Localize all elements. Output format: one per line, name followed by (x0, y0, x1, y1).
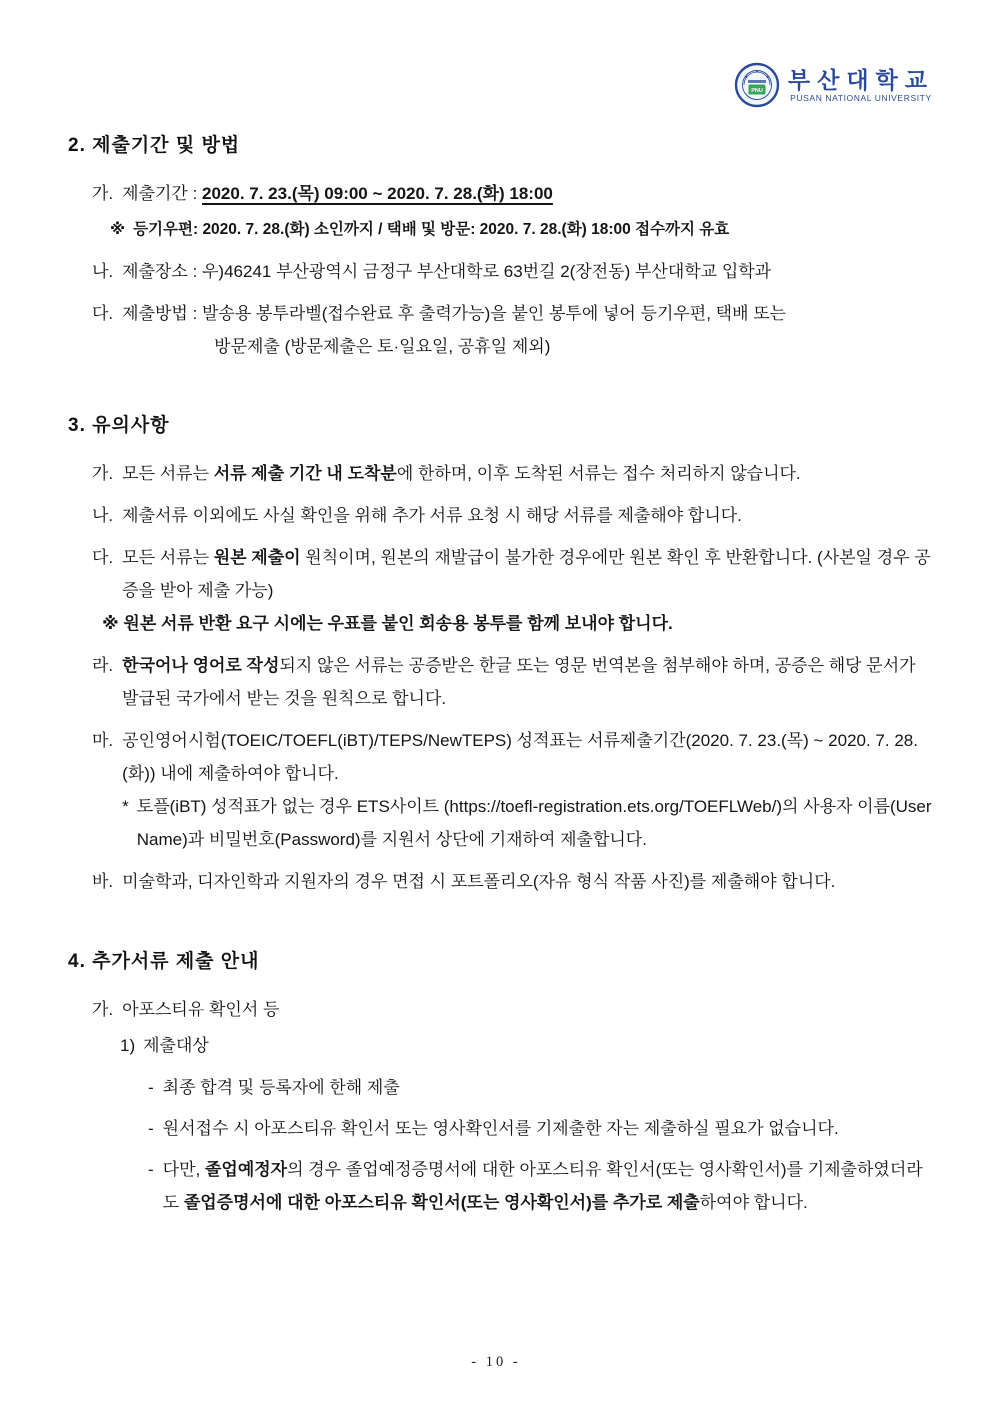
return-envelope-note: ※ 원본 서류 반환 요구 시에는 우표를 붙인 회송용 봉투를 함께 보내야 합니다. (102, 614, 673, 633)
asterisk-mark: * (122, 797, 129, 816)
bullet-expected-graduates (148, 1153, 934, 1219)
dash-mark: - (148, 1160, 154, 1179)
item-text: 미술학과, 디자인학과 지원자의 경우 면접 시 포트폴리오(자유 형식 작품 사진)를 제출해야 합니다. (122, 872, 836, 891)
item-label: 가. (92, 464, 114, 483)
item-text: 제출기간 : 2020. 7. 23.(목) 09:00 ~ 2020. 7. 28.(화) 18:00 (122, 184, 553, 203)
item-label: 라. (92, 656, 114, 675)
subitem-text: 제출대상 (143, 1036, 209, 1055)
page-footer (0, 1354, 992, 1371)
item-text (122, 297, 934, 363)
university-name-korean: 부산대학교 (787, 66, 934, 93)
note-item-english-test (92, 724, 934, 856)
note-item-translation (92, 649, 934, 715)
item-label: 다. (92, 548, 114, 567)
item-label: 바. (92, 872, 114, 891)
toefl-note-text: 토플(iBT) 성적표가 없는 경우 ETS사이트 (https://toefl-registration.ets.org/TOEFLWeb/)의 사용자 이름(User Name)과 비밀번호(Password)를 지원서 상단에 기재하여 제출합니다. (136, 797, 932, 849)
page-number: - 10 - (471, 1354, 521, 1370)
dash-mark: - (148, 1078, 154, 1097)
section2-heading: 2. 제출기간 및 방법 (68, 135, 241, 156)
section-additional-docs (64, 950, 934, 1219)
svg-text:PNU: PNU (751, 88, 763, 94)
item-submission-place (92, 255, 934, 288)
item-label: 가. (92, 184, 114, 203)
section-notes (64, 414, 934, 898)
subitem-label: 1) (120, 1036, 136, 1055)
note-item-additional-docs (92, 499, 934, 532)
bullet-text: 원서접수 시 아포스티유 확인서 또는 영사확인서를 기제출한 자는 제출하실 필요가 없습니다. (162, 1119, 839, 1138)
item-text: 한국어나 영어로 작성되지 않은 서류는 공증받은 한글 또는 영문 번역본을 첨부해야 하며, 공증은 해당 문서가 발급된 국가에서 받는 것을 원칙으로 합니다. (122, 656, 916, 708)
item-label: 나. (92, 262, 114, 281)
item-submission-period (92, 177, 934, 210)
note-text: 등기우편: 2020. 7. 28.(화) 소인까지 / 택배 및 방문: 2020. 7. 28.(화) 18:00 접수까지 유효 (133, 221, 730, 238)
bullet-text: 최종 합격 및 등록자에 한해 제출 (162, 1078, 400, 1097)
section-submission-period (64, 134, 934, 363)
note-registered-mail (110, 213, 934, 246)
university-logo (734, 62, 934, 108)
bullet-text: 다만, 졸업예정자의 경우 졸업예정증명서에 대한 아포스티유 확인서(또는 영사확인서)를 기제출하였더라도 졸업증명서에 대한 아포스티유 확인서(또는 영사확인서)를 추가로 제출하여야 합니다. (162, 1160, 923, 1212)
university-name-english: PUSAN NATIONAL UNIVERSITY (790, 92, 932, 103)
item-text: 아포스티유 확인서 등 (122, 1000, 280, 1019)
item-text (102, 541, 934, 640)
item-label: 다. (92, 304, 114, 323)
item-submission-method (92, 297, 934, 363)
bullet-already-submitted (148, 1112, 934, 1145)
note-item-portfolio (92, 865, 934, 898)
item-text-main: 모든 서류는 원본 제출이 원칙이며, 원본의 재발급이 불가한 경우에만 원본 확인 후 반환합니다. (사본일 경우 공증을 받아 제출 가능) (122, 548, 931, 600)
note-item-originals (92, 541, 934, 640)
item-label: 마. (92, 731, 114, 750)
item-apostille (92, 993, 934, 1026)
university-seal-icon (734, 62, 780, 108)
item-text-line2: 방문제출 (방문제출은 토·일요일, 공휴일 제외) (214, 337, 551, 356)
section4-heading: 4. 추가서류 제출 안내 (68, 951, 260, 972)
item-text-line1: 제출방법 : 발송용 봉투라벨(접수완료 후 출력가능)을 붙인 봉투에 넣어 등기우편, 택배 또는 (122, 304, 787, 323)
dash-mark: - (148, 1119, 154, 1138)
item-text (122, 724, 934, 856)
reference-mark: ※ (110, 221, 126, 238)
item-text-main: 공인영어시험(TOEIC/TOEFL(iBT)/TEPS/NewTEPS) 성적표는 서류제출기간(2020. 7. 23.(목) ~ 2020. 7. 28.(화)) 내에 제출하여야 합니다. (122, 731, 918, 783)
section3-heading: 3. 유의사항 (68, 415, 170, 436)
bullet-final-admitted (148, 1071, 934, 1104)
toefl-note (122, 790, 934, 856)
page-header (64, 62, 934, 108)
item-text: 제출장소 : 우)46241 부산광역시 금정구 부산대학로 63번길 2(장전동) 부산대학교 입학과 (122, 262, 772, 281)
item-text: 모든 서류는 서류 제출 기간 내 도착분에 한하며, 이후 도착된 서류는 접수 처리하지 않습니다. (122, 464, 801, 483)
item-text: 제출서류 이외에도 사실 확인을 위해 추가 서류 요청 시 해당 서류를 제출해야 합니다. (122, 506, 742, 525)
university-logo-text (788, 67, 934, 104)
item-label: 가. (92, 1000, 114, 1019)
note-item-arrival (92, 457, 934, 490)
subitem-submission-target (120, 1029, 934, 1062)
item-label: 나. (92, 506, 114, 525)
